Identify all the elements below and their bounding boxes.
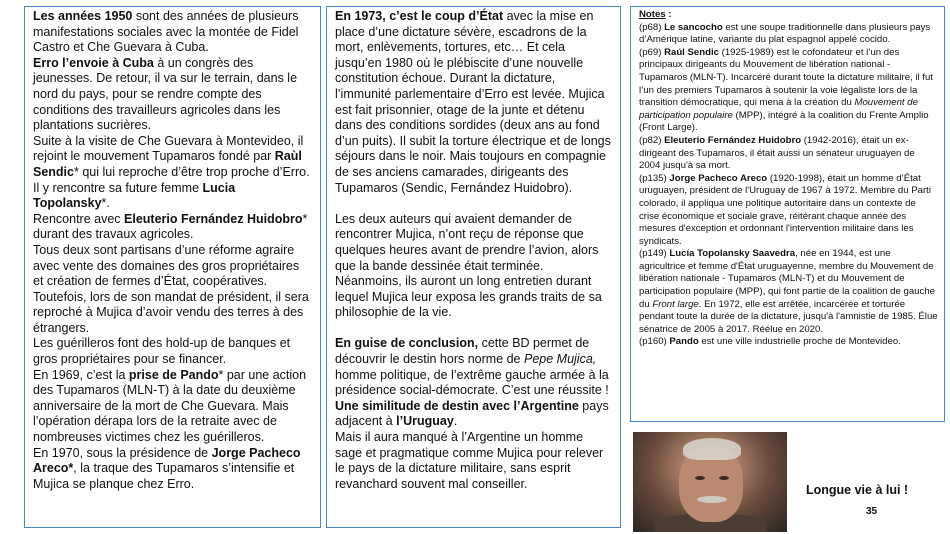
notes-box	[630, 6, 945, 422]
paragraph: Les années 1950 sont des années de plusieurs manifestations sociales avec la montée de Fidel Castro et Che Guevara à Cuba.	[33, 9, 299, 55]
spacer	[335, 321, 612, 337]
note: (p160) Pando est une ville industrielle proche de Montevideo.	[639, 336, 901, 348]
photo-hair	[683, 438, 741, 460]
column-middle	[326, 6, 621, 528]
paragraph: Suite à la visite de Che Guevara à Montevideo, il rejoint le mouvement Tupamaros fondé par Raùl Sendic* qui lui reproche d’être trop proche d’Erro. Il y rencontre sa future femme Lucia Topolansky*.	[33, 133, 310, 211]
paragraph: En 1970, sous la présidence de Jorge Pacheco Areco*, la traque des Tupamaros s’intensifie et Mujica se planque chez Erro.	[33, 445, 301, 491]
spacer	[335, 196, 612, 212]
paragraph: Les guérilleros font des hold-up de banques et gros propriétaires pour se financer.	[33, 336, 291, 367]
photo-caption: Longue vie à lui !	[806, 483, 909, 497]
paragraph: En 1969, c’est la prise de Pando* par une action des Tupamaros (MLN-T) à la date du deuxième anniversaire de la mort de Che Guevara. Mais l’opération dérapa lors de la retraite avec de nombreuses victimes chez les guérilleros.	[33, 367, 307, 445]
note: (p149) Lucía Topolansky Saavedra, née en 1944, est une agricultrice et femme d'État uruguayenne, membre du Mouvement de libération nationale - Tupamaros (MLN-T) et du Mouvement de participation populaire (MPP), qui font partie de la coalition de gauche du Front large. En 1972, elle est arrêtée, incarcérée et torturée pendant toute la durée de la dictature, jusqu'à l'amnistie de 1985. Élue sénatrice de 2005 à 2017. Réélue en 2020.	[639, 248, 938, 335]
paragraph: Rencontre avec Eleuterio Fernández Huidobro* durant des travaux agricoles.	[33, 211, 308, 242]
paragraph: Erro l’envoie à Cuba à un congrès des jeunesses. De retour, il va sur le terrain, dans le nord du pays, pour se rendre compte des conditions des travailleurs agricoles dans les plantations sucrières.	[33, 55, 298, 133]
column-left	[24, 6, 321, 528]
note: (p69) Raúl Sendic (1925-1989) est le cofondateur et l’un des principaux dirigeants du Mouvement de libération national - Tupamaros (MLN-T). Incarcéré durant toute la dictature militaire, il fut l’un des premiers Tupamaros à soutenir la voie légaliste lors de la transition démocratique, qui mena à la création du Mouvement de participation populaire (MPP), intégré à la coalition du Frente Amplio (Front Large).	[639, 46, 933, 134]
paragraph: En guise de conclusion, cette BD permet de découvrir le destin hors norme de Pepe Mujica, homme politique, de l’extrême gauche armée à la présidence social-démocrate. C’est une réussite !	[335, 336, 609, 398]
note: (p135) Jorge Pacheco Areco (1920-1998), était un homme d’État uruguayen, président de l'Uruguay de 1967 à 1972. Membre du Parti colorado, il appliqua une politique autoritaire dans un contexte de crise économique et sociale grave, réitérant chaque année des mesures d'exception et ordonnant l'intervention militaire dans les syndicats.	[639, 172, 931, 247]
paragraph: Les deux auteurs qui avaient demander de rencontrer Mujica, n’ont reçu de réponse que quelques heures avant de prendre l’avion, alors que la bande dessinée était terminée. Néanmoins, ils auront un long entretien durant lequel Mujica leur exposa les grands traits de sa philosophie de la vie.	[335, 211, 602, 320]
photo-eye	[695, 476, 705, 480]
paragraph: Toutefois, lors de son mandat de président, il sera reproché à Mujica d’avoir vendu des terres à des étrangers.	[33, 289, 309, 335]
photo-eye	[719, 476, 729, 480]
paragraph: En 1973, c’est le coup d’État avec la mise en place d’une dictature sévère, escadrons de la mort, enlèvements, tortures, etc… Et cela jusqu’en 1980 où le plébiscite d’une nouvelle constitution échoue. Durant la dictature, l’immunité parlementaire d’Erro est levée. Mujica est fait prisonnier, otage de la junte et détenu dans des conditions sordides (deux ans au fond d’un puits). Il subit la torture électrique et de longs séjours dans le noir. Mais toujours en compagnie de ses anciens camarades, dirigeants des Tupamaros (Sendic, Fernández Huidobro).	[335, 9, 611, 195]
notes-title: Notes :	[639, 9, 672, 20]
page-number: 35	[866, 506, 878, 517]
paragraph: Une similitude de destin avec l’Argentine pays adjacent à l’Uruguay.	[335, 398, 609, 429]
paragraph: Mais il aura manqué à l’Argentine un homme sage et pragmatique comme Mujica pour relever le pays de la dictature militaire, sans esprit revanchard souvent mal conseiller.	[335, 430, 604, 491]
portrait-photo	[633, 432, 787, 532]
note: (p68) Le sancocho est une soupe traditionnelle dans plusieurs pays d’Amérique latine, variante du plat espagnol appelé cocido.	[639, 21, 931, 46]
photo-mustache	[697, 496, 727, 503]
paragraph: Tous deux sont partisans d’une réforme agraire avec vente des domaines des gros propriétaires et création de fermes d’État, coopératives.	[33, 242, 300, 289]
note: (p82) Eleuterio Fernández Huidobro (1942-2016), était un ex-dirigeant des Tupamaros, il était aussi un sénateur uruguayen de 2004 jusqu'à sa mort.	[639, 134, 915, 172]
